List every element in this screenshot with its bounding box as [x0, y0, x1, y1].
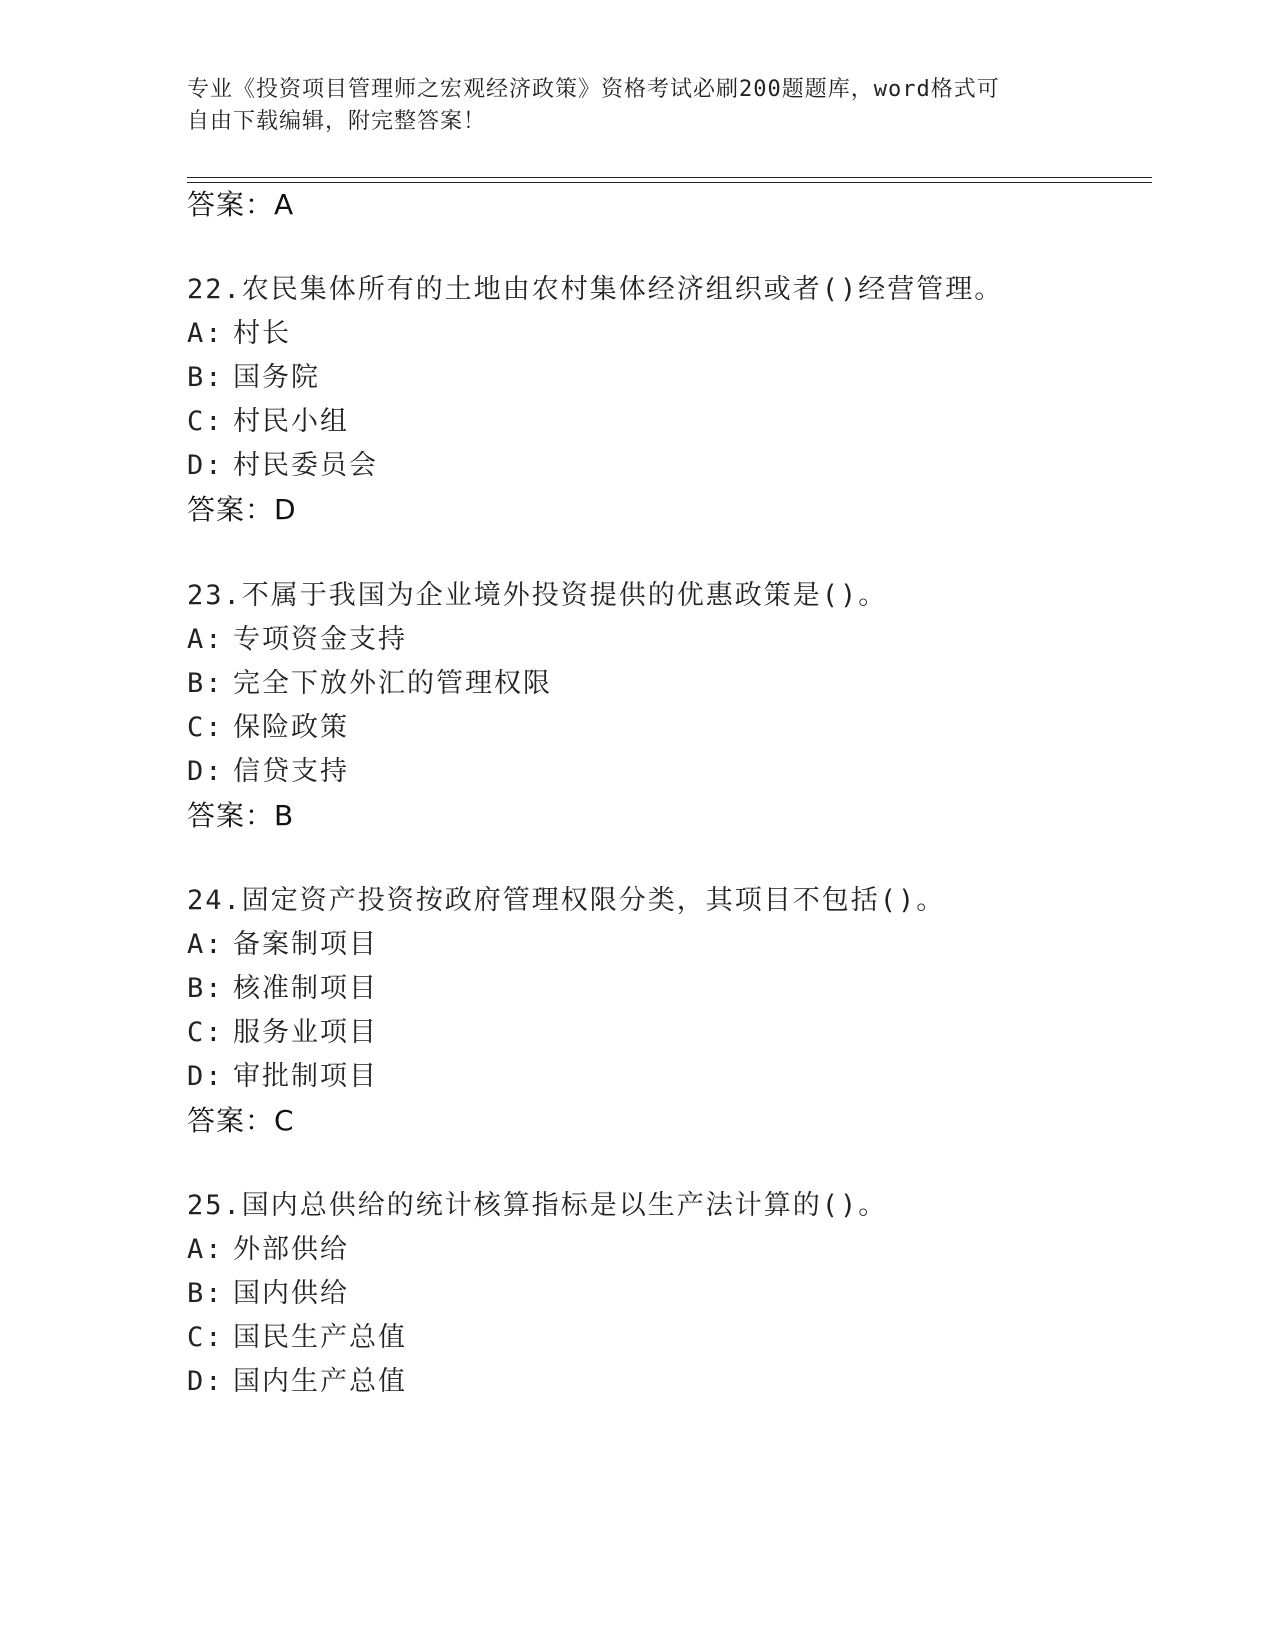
option-row [187, 317, 291, 351]
question-stem: 23.不属于我国为企业境外投资提供的优惠政策是()。 [187, 580, 888, 611]
option-row [187, 1016, 378, 1050]
option-label: B: [187, 973, 224, 1004]
question-stem: 22.农民集体所有的土地由农村集体经济组织或者()经营管理。 [187, 274, 1004, 305]
option-row [187, 623, 407, 657]
option-row [187, 667, 552, 701]
option-text: 村长 [233, 318, 291, 349]
header-line-1: 专业《投资项目管理师之宏观经济政策》资格考试必刷200题题库，word格式可 [187, 77, 1000, 102]
option-row [187, 928, 378, 962]
option-text: 保险政策 [233, 712, 349, 743]
option-label: D: [187, 756, 224, 787]
option-text: 国内供给 [233, 1278, 349, 1309]
option-row [187, 405, 349, 439]
option-label: C: [187, 1017, 224, 1048]
option-text: 完全下放外汇的管理权限 [233, 668, 552, 699]
option-label: D: [187, 1061, 224, 1092]
answer-line: 答案：D [187, 493, 297, 526]
question-stem: 24.固定资产投资按政府管理权限分类，其项目不包括()。 [187, 885, 946, 916]
option-text: 专项资金支持 [233, 624, 407, 655]
option-label: B: [187, 1278, 224, 1309]
header-rule-bottom [187, 182, 1152, 183]
option-row [187, 1365, 407, 1399]
option-label: C: [187, 406, 224, 437]
answer-line: 答案：C [187, 1104, 295, 1137]
option-text: 备案制项目 [233, 929, 378, 960]
previous-answer: 答案：A [187, 188, 295, 221]
question-stem: 25.国内总供给的统计核算指标是以生产法计算的()。 [187, 1190, 888, 1221]
option-row [187, 755, 349, 789]
option-row [187, 711, 349, 745]
option-label: A: [187, 1234, 224, 1265]
option-row [187, 449, 378, 483]
option-row [187, 972, 378, 1006]
option-row [187, 1233, 349, 1267]
document-header [187, 74, 1087, 138]
option-text: 服务业项目 [233, 1017, 378, 1048]
option-label: A: [187, 318, 224, 349]
option-row [187, 361, 320, 395]
option-row [187, 1277, 349, 1311]
option-text: 村民小组 [233, 406, 349, 437]
option-text: 村民委员会 [233, 450, 378, 481]
header-rule-top [187, 177, 1152, 178]
option-row [187, 1321, 407, 1355]
option-label: C: [187, 712, 224, 743]
option-label: B: [187, 668, 224, 699]
option-label: D: [187, 1366, 224, 1397]
answer-line: 答案：B [187, 799, 295, 832]
option-label: C: [187, 1322, 224, 1353]
option-row [187, 1060, 378, 1094]
option-text: 信贷支持 [233, 756, 349, 787]
option-text: 国务院 [233, 362, 320, 393]
option-label: A: [187, 929, 224, 960]
option-text: 外部供给 [233, 1234, 349, 1265]
option-label: B: [187, 362, 224, 393]
option-text: 国内生产总值 [233, 1366, 407, 1397]
option-text: 核准制项目 [233, 973, 378, 1004]
option-text: 国民生产总值 [233, 1322, 407, 1353]
header-line-2: 自由下载编辑，附完整答案！ [187, 109, 487, 134]
option-label: A: [187, 624, 224, 655]
option-label: D: [187, 450, 224, 481]
option-text: 审批制项目 [233, 1061, 378, 1092]
